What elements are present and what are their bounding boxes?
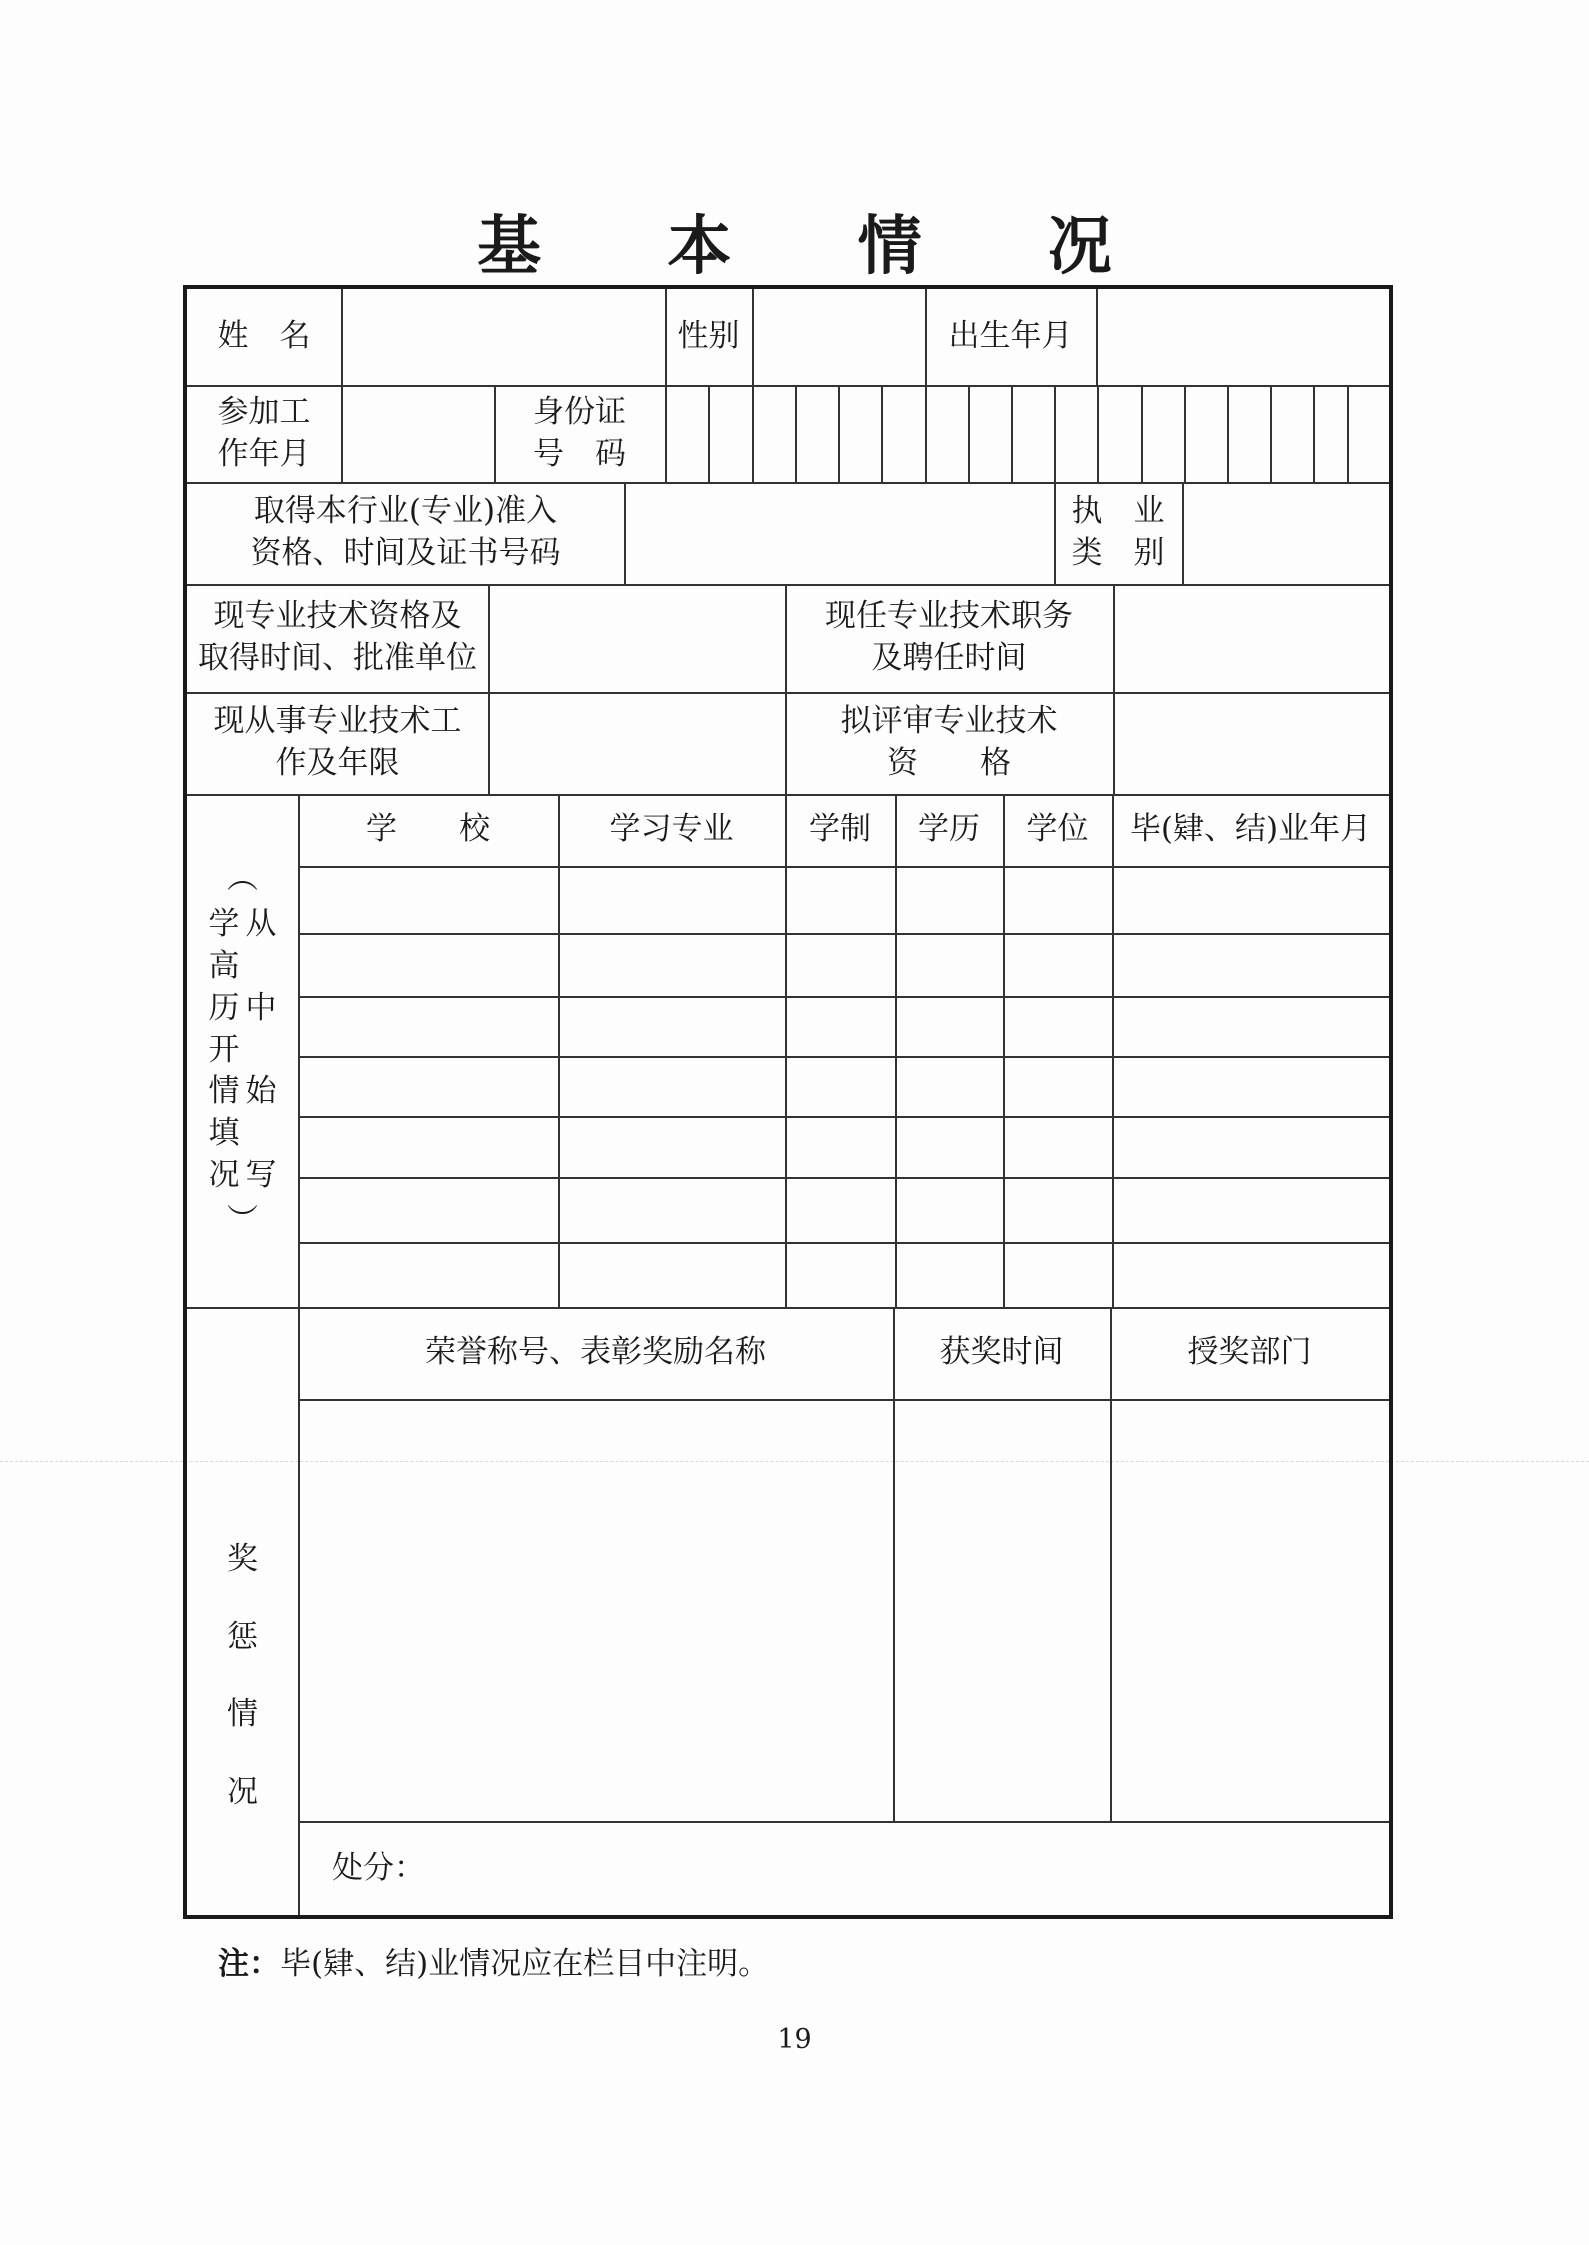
field-current-work[interactable] [490, 692, 785, 794]
field-id-number[interactable] [667, 385, 1389, 482]
label-current-title: 现专业技术资格及 取得时间、批准单位 [198, 598, 477, 676]
field-name[interactable] [343, 289, 665, 385]
edu-side-col1: 学 高 历 开 情 填 况 [208, 906, 240, 1194]
awards-header-dept: 授奖部门 [1187, 1334, 1312, 1371]
label-gender: 性别 [677, 318, 740, 355]
edu-side-col2: 从 中 始 写 [245, 906, 277, 1194]
footnote-text: 毕(肄、结)业情况应在栏目中注明。 [280, 1946, 770, 1982]
label-work-start: 参加工 作年月 [217, 393, 311, 472]
field-current-post[interactable] [1115, 584, 1389, 692]
rule-edu-row4 [298, 1116, 1389, 1118]
page-title: 基 本 情 况 [477, 210, 1164, 284]
field-proposed-title[interactable] [1115, 692, 1389, 794]
field-award-depts[interactable] [1112, 1401, 1389, 1821]
awards-header-date: 获奖时间 [939, 1334, 1064, 1371]
footnote [218, 1938, 769, 1983]
field-work-start[interactable] [343, 385, 494, 482]
rule-edu-row3 [298, 1056, 1389, 1058]
rule-edu-row1 [298, 933, 1389, 935]
label-proposed-title: 拟评审专业技术 资 格 [840, 703, 1058, 781]
edu-header-degree: 学位 [1026, 811, 1089, 848]
label-current-post: 现任专业技术职务 及聘任时间 [825, 598, 1073, 676]
page-number: 19 [777, 2024, 812, 2055]
edu-header-duration: 学制 [809, 811, 871, 848]
field-award-dates[interactable] [895, 1401, 1110, 1821]
edu-header-graduation: 毕(肄、结)业年月 [1129, 811, 1372, 848]
col-edu-d [1003, 794, 1005, 1307]
basic-info-form [183, 285, 1393, 1919]
awards-header-name: 荣誉称号、表彰奖励名称 [425, 1334, 766, 1371]
field-birth[interactable] [1098, 289, 1389, 385]
footnote-label: 注： [218, 1946, 280, 1982]
rule-edu-row6 [298, 1242, 1389, 1244]
label-practice-type: 执 业 类 别 [1071, 493, 1165, 571]
paren-close: ︶ [227, 1202, 258, 1239]
rule-edu-row5 [298, 1177, 1389, 1179]
label-current-work: 现从事专业技术工 作及年限 [213, 703, 462, 781]
rule-edu-row2 [298, 996, 1389, 998]
field-current-title[interactable] [490, 584, 785, 692]
label-name: 姓 名 [217, 318, 311, 355]
edu-header-school: 学 校 [366, 811, 490, 848]
col-edu-c [895, 794, 897, 1307]
col-edu-a [558, 794, 560, 1307]
label-qualification: 取得本行业(专业)准入 资格、时间及证书号码 [250, 493, 561, 571]
col-edu-e [1112, 794, 1114, 1307]
rule-edu-header [298, 866, 1389, 868]
field-qualification[interactable] [626, 482, 1054, 584]
penalty-row[interactable] [300, 1823, 1389, 1915]
field-practice-type[interactable] [1184, 482, 1389, 584]
education-side-label [187, 794, 298, 1307]
col-edu-b [785, 794, 787, 1307]
edu-header-major: 学习专业 [609, 811, 734, 848]
field-gender[interactable] [754, 289, 925, 385]
penalty-label: 处分： [332, 1850, 425, 1887]
paren-open: ︵ [227, 860, 258, 897]
label-id-number: 身份证 号 码 [533, 393, 626, 472]
col-edu-side [298, 794, 300, 1307]
field-award-names[interactable] [300, 1401, 893, 1821]
awards-side-label: 奖 惩 情 况 [227, 1541, 258, 1810]
edu-header-education: 学历 [918, 811, 980, 848]
label-birth: 出生年月 [948, 318, 1073, 355]
